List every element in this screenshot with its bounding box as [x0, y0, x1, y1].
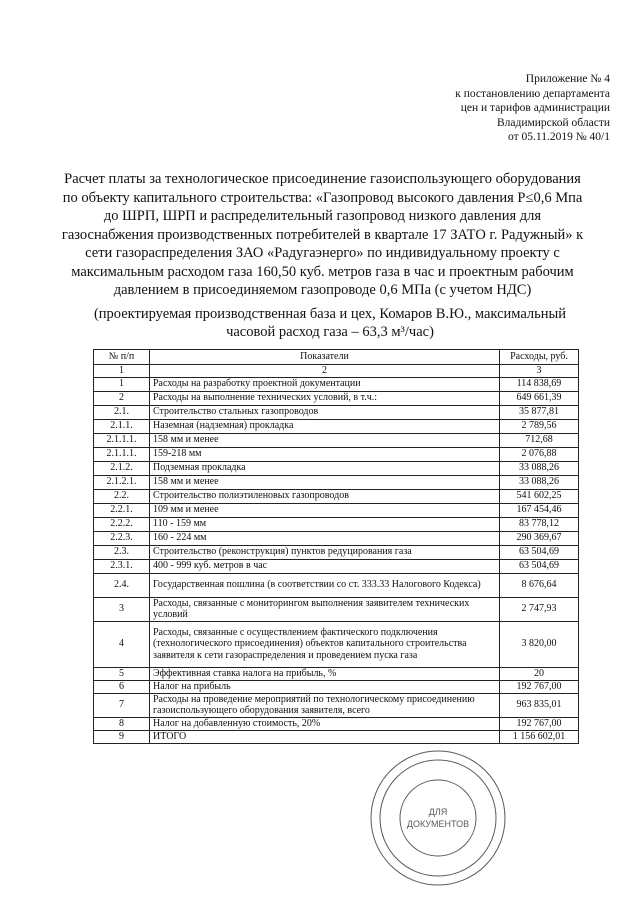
- row-value: 63 504,69: [500, 545, 579, 559]
- row-number: 2.3.1.: [94, 559, 150, 573]
- row-number: 4: [94, 621, 150, 667]
- row-indicator: Строительство (реконструкция) пунктов редуцирования газа: [150, 545, 500, 559]
- row-indicator: ИТОГО: [150, 730, 500, 743]
- header-expenses: Расходы, руб.: [500, 350, 579, 365]
- column-number-row: [94, 365, 579, 378]
- table-row: [94, 475, 579, 489]
- header-number: № п/п: [94, 350, 150, 365]
- column-number: 1: [94, 365, 150, 378]
- stamp-text-line2: ДОКУМЕНТОВ: [406, 819, 470, 829]
- row-number: 2.2.1.: [94, 503, 150, 517]
- table-row: [94, 377, 579, 391]
- table-row: [94, 667, 579, 680]
- table-row: [94, 680, 579, 693]
- row-value: 1 156 602,01: [500, 730, 579, 743]
- appendix-region: Владимирской области: [496, 116, 610, 129]
- table-header-row: [94, 350, 579, 365]
- row-indicator: Расходы, связанные с мониторингом выполнения заявителем технических условий: [150, 597, 500, 621]
- table-row: [94, 717, 579, 730]
- appendix-date: от 05.11.2019 № 40/1: [508, 131, 610, 143]
- row-indicator: Налог на добавленную стоимость, 20%: [150, 717, 500, 730]
- row-number: 2.2.2.: [94, 517, 150, 531]
- row-number: 2.4.: [94, 573, 150, 597]
- row-indicator: Государственная пошлина (в соответствии со ст. 333.33 Налогового Кодекса): [150, 573, 500, 597]
- stamp-text-line1: ДЛЯ: [428, 807, 448, 817]
- row-value: 83 778,12: [500, 517, 579, 531]
- appendix-reference: к постановлению департамента: [455, 87, 610, 100]
- row-indicator: 109 мм и менее: [150, 503, 500, 517]
- table-row: [94, 597, 579, 621]
- row-value: 114 838,69: [500, 377, 579, 391]
- row-indicator: Наземная (надземная) прокладка: [150, 419, 500, 433]
- row-number: 8: [94, 717, 150, 730]
- row-number: 2.3.: [94, 545, 150, 559]
- row-indicator: Строительство стальных газопроводов: [150, 405, 500, 419]
- row-number: 2.1.1.: [94, 419, 150, 433]
- table-row: [94, 461, 579, 475]
- row-value: 167 454,46: [500, 503, 579, 517]
- row-indicator: Подземная прокладка: [150, 461, 500, 475]
- table-row: [94, 517, 579, 531]
- row-number: 2.2.3.: [94, 531, 150, 545]
- row-value: 649 661,39: [500, 391, 579, 405]
- table-row: [94, 573, 579, 597]
- row-indicator: Налог на прибыль: [150, 680, 500, 693]
- row-indicator: Расходы на выполнение технических условий, в т.ч.:: [150, 391, 500, 405]
- row-indicator: 159-218 мм: [150, 447, 500, 461]
- header-indicator: Показатели: [150, 350, 500, 365]
- row-value: 192 767,00: [500, 680, 579, 693]
- document-title: Расчет платы за технологическое присоединение газоиспользующего оборудования по объекту капитального строительства: «Газопровод высокого давления Р≤0,6 Мпа до ШРП, ШРП и распределительный газопровод низкого давления для газоснабжения производственных потребителей в квартале 17 ЗАТО г. Радужный» к сети газораспределения ЗАО «Радугаэнерго» по индивидуальному проекту с максимальным расходом газа 160,50 куб. метров газа в час и проектным рабочим давлением в присоединяемом газопроводе 0,6 МПа (с учетом НДС): [61, 171, 584, 298]
- appendix-department: цен и тарифов администрации: [460, 102, 610, 114]
- row-indicator: 400 - 999 куб. метров в час: [150, 559, 500, 573]
- table-row: [94, 433, 579, 447]
- row-value: 963 835,01: [500, 693, 579, 717]
- row-number: 2.1.2.: [94, 461, 150, 475]
- row-number: 5: [94, 667, 150, 680]
- row-value: 63 504,69: [500, 559, 579, 573]
- row-value: 541 602,25: [500, 489, 579, 503]
- row-number: 9: [94, 730, 150, 743]
- table-row: [94, 447, 579, 461]
- row-value: 33 088,26: [500, 475, 579, 489]
- column-number: 3: [500, 365, 579, 378]
- row-value: 2 747,93: [500, 597, 579, 621]
- row-number: 2.1.1.1.: [94, 433, 150, 447]
- row-value: 290 369,67: [500, 531, 579, 545]
- table-row: [94, 621, 579, 667]
- document-subtitle: (проектируемая производственная база и цех, Комаров В.Ю., максимальный часовой расход газа – 63,3 м³/час): [93, 306, 567, 340]
- row-indicator: Строительство полиэтиленовых газопроводов: [150, 489, 500, 503]
- table-row: [94, 531, 579, 545]
- row-indicator: 160 - 224 мм: [150, 531, 500, 545]
- row-number: 6: [94, 680, 150, 693]
- row-number: 2: [94, 391, 150, 405]
- table-body: [94, 377, 579, 743]
- row-indicator: 110 - 159 мм: [150, 517, 500, 531]
- table-row: [94, 503, 579, 517]
- appendix-number: Приложение № 4: [525, 73, 610, 85]
- row-value: 8 676,64: [500, 573, 579, 597]
- row-indicator: Расходы, связанные с осуществлением фактического подключения (технологического присоединения) объектов капитального строительства заявителя к сети газораспределения и проведением пуска газа: [150, 621, 500, 667]
- row-indicator: Эффективная ставка налога на прибыль, %: [150, 667, 500, 680]
- row-indicator: Расходы на проведение мероприятий по технологическому присоединению газоиспользующего оборудования заявителя, всего: [150, 693, 500, 717]
- row-number: 2.1.2.1.: [94, 475, 150, 489]
- table-row: [94, 489, 579, 503]
- row-value: 20: [500, 667, 579, 680]
- row-number: 2.1.1.1.: [94, 447, 150, 461]
- row-number: 1: [94, 377, 150, 391]
- table-row: [94, 545, 579, 559]
- row-indicator: Расходы на разработку проектной документации: [150, 377, 500, 391]
- table-row: [94, 391, 579, 405]
- column-number: 2: [150, 365, 500, 378]
- cost-table: [93, 349, 579, 744]
- row-number: 2.1.: [94, 405, 150, 419]
- document-stamp: [368, 748, 508, 888]
- appendix-header: [440, 72, 610, 145]
- row-number: 7: [94, 693, 150, 717]
- row-value: 2 789,56: [500, 419, 579, 433]
- table-row: [94, 730, 579, 743]
- table-row: [94, 405, 579, 419]
- row-number: 2.2.: [94, 489, 150, 503]
- table-row: [94, 559, 579, 573]
- row-number: 3: [94, 597, 150, 621]
- row-value: 2 076,88: [500, 447, 579, 461]
- row-indicator: 158 мм и менее: [150, 475, 500, 489]
- row-value: 33 088,26: [500, 461, 579, 475]
- row-value: 712,68: [500, 433, 579, 447]
- table-row: [94, 419, 579, 433]
- row-value: 192 767,00: [500, 717, 579, 730]
- row-indicator: 158 мм и менее: [150, 433, 500, 447]
- table-row: [94, 693, 579, 717]
- row-value: 3 820,00: [500, 621, 579, 667]
- row-value: 35 877,81: [500, 405, 579, 419]
